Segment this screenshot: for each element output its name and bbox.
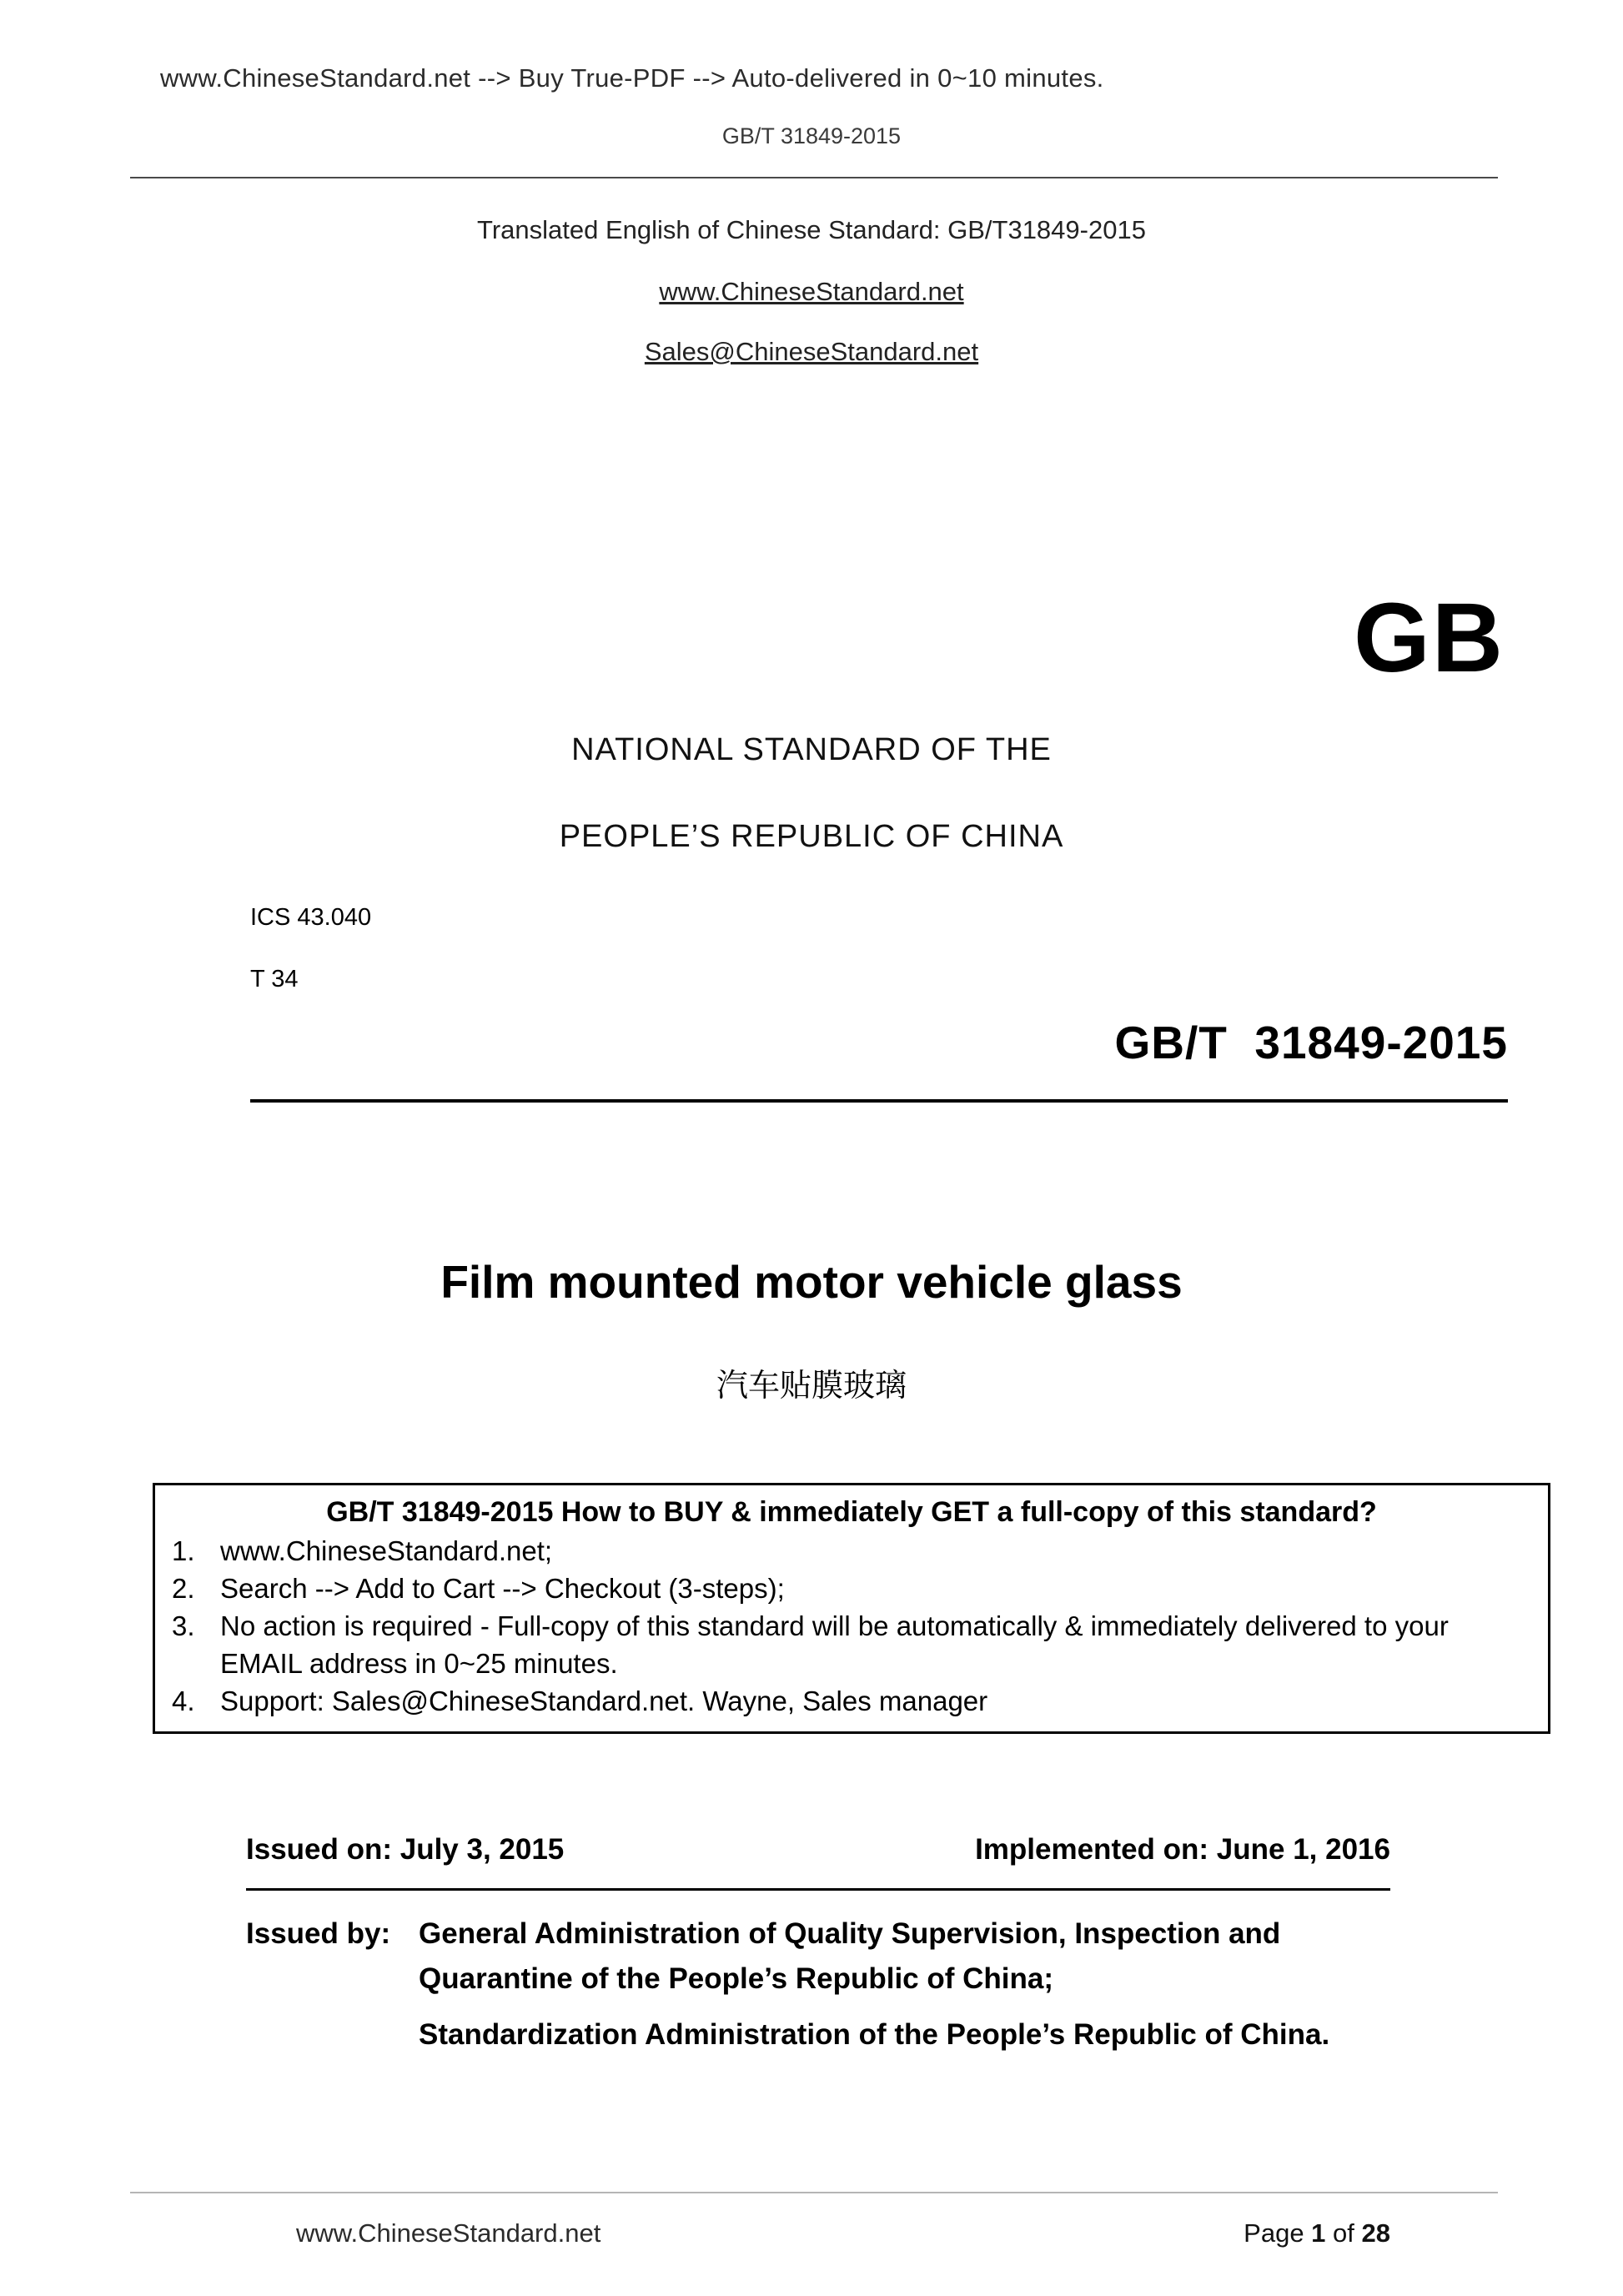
- item-number: 4.: [172, 1686, 195, 1716]
- national-standard-line1: NATIONAL STANDARD OF THE: [571, 732, 1052, 767]
- item-text: Support: Sales@ChineseStandard.net. Wayne, Sales manager: [220, 1686, 988, 1716]
- page-of: of: [1325, 2218, 1362, 2248]
- issuance-divider: [246, 1888, 1390, 1891]
- ics-code: ICS 43.040: [250, 904, 372, 931]
- item-number: 2.: [172, 1573, 195, 1604]
- footer: [296, 2218, 1390, 2248]
- email-link[interactable]: Sales@ChineseStandard.net: [644, 337, 979, 366]
- item-number: 1.: [172, 1535, 195, 1566]
- issued-by-body: [419, 1912, 1390, 2057]
- buy-box-title: GB/T 31849-2015 How to BUY & immediately GET a full-copy of this standard?: [326, 1496, 1377, 1528]
- buy-box-item-1: [172, 1532, 1531, 1570]
- footer-divider: [130, 2192, 1498, 2193]
- standard-title-chinese: 汽车贴膜玻璃: [716, 1369, 907, 1404]
- item-text: Search --> Add to Cart --> Checkout (3-steps);: [220, 1573, 785, 1604]
- page-number: 1: [1311, 2218, 1326, 2248]
- translated-line: Translated English of Chinese Standard: GB/T31849-2015: [477, 215, 1146, 244]
- issued-on-date: Issued on: July 3, 2015: [246, 1833, 565, 1866]
- page-indicator: [1244, 2218, 1390, 2248]
- header-banner: www.ChineseStandard.net --> Buy True-PDF --> Auto-delivered in 0~10 minutes.: [160, 63, 1104, 93]
- item-text: www.ChineseStandard.net;: [220, 1535, 553, 1566]
- standard-number: GB/T 31849-2015: [1114, 1017, 1508, 1068]
- item-number: 3.: [172, 1610, 195, 1641]
- item-text: No action is required - Full-copy of this standard will be automatically & immediately delivered to your EMAIL address in 0~25 minutes.: [220, 1610, 1449, 1679]
- header-doc-code: GB/T 31849-2015: [721, 123, 902, 148]
- buy-box-item-2: [172, 1570, 1531, 1607]
- footer-site: www.ChineseStandard.net: [296, 2218, 601, 2248]
- buy-box-item-4: [172, 1682, 1531, 1720]
- page-total: 28: [1361, 2218, 1390, 2248]
- header-divider: [130, 177, 1498, 178]
- buy-box-item-3: [172, 1607, 1531, 1682]
- classification-code: T 34: [250, 966, 299, 992]
- issued-by-block: [246, 1912, 1390, 2057]
- buy-box: [153, 1483, 1550, 1734]
- issuance-dates-row: [246, 1833, 1390, 1866]
- standard-title-english: Film mounted motor vehicle glass: [440, 1256, 1183, 1308]
- issuer-2: Standardization Administration of the People’s Republic of China.: [419, 2017, 1330, 2051]
- national-standard-line2: PEOPLE’S REPUBLIC OF CHINA: [559, 819, 1064, 854]
- issued-by-label: Issued by:: [246, 1917, 391, 1950]
- site-link[interactable]: www.ChineseStandard.net: [659, 277, 964, 306]
- page-prefix: Page: [1244, 2218, 1312, 2248]
- gb-logo: GB: [1354, 583, 1505, 693]
- standard-number-divider: [250, 1099, 1508, 1103]
- issuer-1: General Administration of Quality Supervision, Inspection and Quarantine of the People’s Republic of China;: [419, 1917, 1281, 1996]
- implemented-on-date: Implemented on: June 1, 2016: [975, 1833, 1390, 1866]
